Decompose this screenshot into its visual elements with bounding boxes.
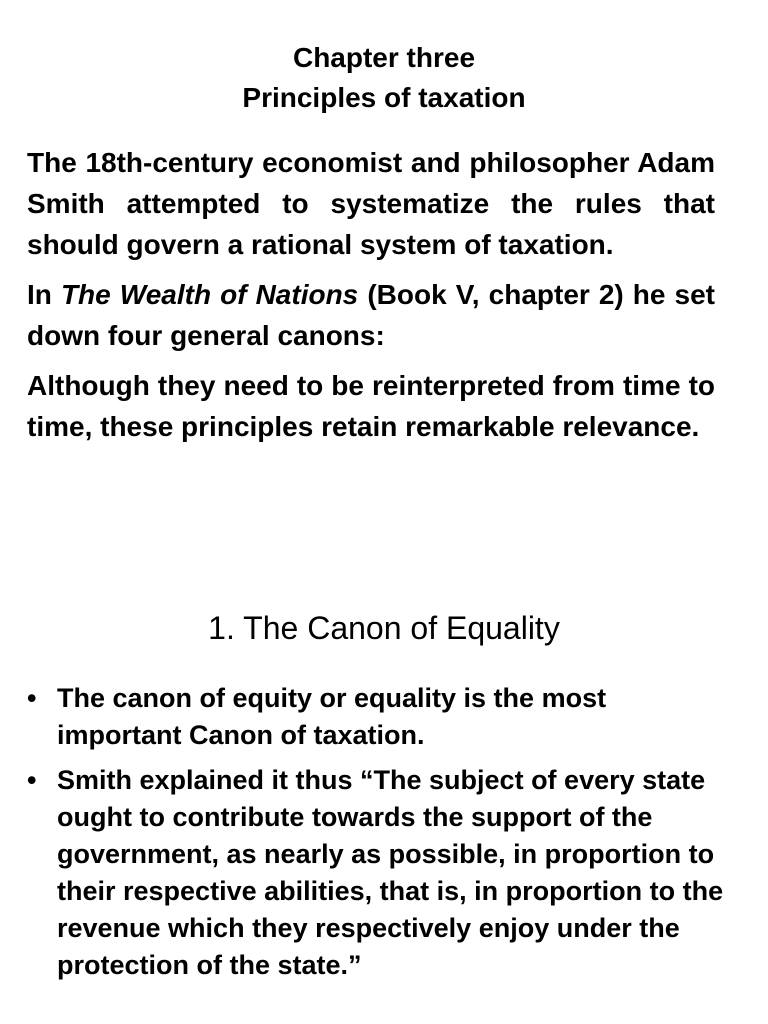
bullet-text: Smith explained it thus “The subject of every state ought to contribute towards the support of the government, as nearly as possible, in proportion to their respective abilities, that is, in proportion to the revenue which they respectively enjoy under the protection of the state.”: [57, 765, 724, 980]
bullet-item: [27, 680, 727, 754]
bullet-list: [27, 680, 727, 992]
slide-body: [27, 142, 715, 456]
paragraph-adam-smith: The 18th-century economist and philosopher Adam Smith attempted to systematize the rules that should govern a rational system of taxation.: [27, 147, 715, 260]
chapter-subheading: Principles of taxation: [242, 82, 526, 113]
paragraph-relevance: Although they need to be reinterpreted from time to time, these principles retain remarkable relevance.: [27, 370, 715, 442]
bullet-item: [27, 762, 727, 984]
paragraph-prefix: In: [27, 279, 61, 310]
chapter-heading: Chapter three: [292, 42, 476, 73]
bullet-icon: •: [27, 765, 37, 795]
bullet-icon: •: [27, 683, 37, 713]
slide-canon-of-equality: [0, 540, 768, 1024]
slide-title: [0, 38, 768, 118]
book-title: The Wealth of Nations: [60, 279, 359, 310]
section-title: 1. The Canon of Equality: [208, 610, 560, 646]
paragraph-wealth-of-nations: [27, 274, 715, 356]
bullet-text: The canon of equity or equality is the most important Canon of taxation.: [57, 683, 607, 750]
paragraph-suffix: (Book V, chapter 2) he set down four general canons:: [27, 279, 715, 351]
